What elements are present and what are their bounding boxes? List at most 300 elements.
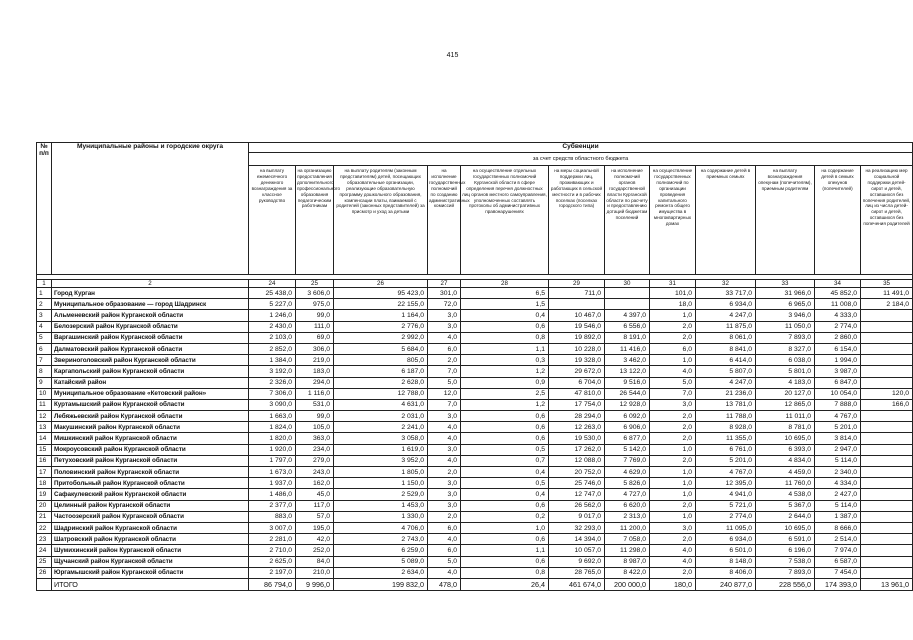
- row-value: 279,0: [296, 455, 334, 466]
- row-value: 7 769,0: [605, 455, 650, 466]
- row-value: 0,5: [461, 444, 549, 455]
- row-value: 0,4: [461, 467, 549, 478]
- row-value: 0,5: [461, 478, 549, 489]
- row-value: 5 201,0: [815, 422, 861, 433]
- row-value: 10 228,0: [549, 343, 605, 354]
- row-name: Шумихинский район Курганской области: [52, 545, 249, 556]
- total-label: ИТОГО: [52, 578, 249, 590]
- row-value: 2 776,0: [334, 321, 428, 332]
- row-value: [861, 355, 913, 366]
- row-value: 4 459,0: [756, 467, 815, 478]
- table-row: [37, 399, 913, 410]
- row-value: 3,0: [428, 444, 461, 455]
- row-value: 1,0: [650, 511, 696, 522]
- row-value: 99,0: [296, 411, 334, 422]
- row-value: [861, 522, 913, 533]
- row-value: 2 628,0: [334, 377, 428, 388]
- row-value: 26 562,0: [549, 500, 605, 511]
- row-name: Сафакулевский район Курганской области: [52, 489, 249, 500]
- row-name: Щучанский район Курганской области: [52, 556, 249, 567]
- row-value: 8 327,0: [756, 343, 815, 354]
- row-value: 1,1: [461, 343, 549, 354]
- row-number: 26: [37, 567, 52, 578]
- table-row: [37, 478, 913, 489]
- table-row: [37, 467, 913, 478]
- row-value: 26 544,0: [605, 388, 650, 399]
- row-value: [605, 288, 650, 299]
- row-value: 2 326,0: [249, 377, 296, 388]
- row-value: 0,6: [461, 433, 549, 444]
- row-value: 3,0: [428, 500, 461, 511]
- column-number: 31: [650, 280, 696, 288]
- row-value: 10 467,0: [549, 310, 605, 321]
- row-name: Макушинский район Курганской области: [52, 422, 249, 433]
- row-value: 8 191,0: [605, 332, 650, 343]
- row-value: 4 941,0: [696, 489, 756, 500]
- row-value: 1 387,0: [815, 511, 861, 522]
- row-value: 7,0: [428, 399, 461, 410]
- row-value: 4 397,0: [605, 310, 650, 321]
- row-value: [861, 411, 913, 422]
- row-value: 13 122,0: [605, 366, 650, 377]
- row-name: Частоозерский район Курганской области: [52, 511, 249, 522]
- row-value: 7 306,0: [249, 388, 296, 399]
- row-value: [861, 500, 913, 511]
- row-value: 2,0: [650, 411, 696, 422]
- row-value: 18,0: [650, 299, 696, 310]
- column-number: 2: [52, 280, 249, 288]
- row-value: 57,0: [296, 511, 334, 522]
- row-value: 2 774,0: [696, 511, 756, 522]
- row-number: 15: [37, 444, 52, 455]
- row-name: Муниципальное образование «Кетовский район»: [52, 388, 249, 399]
- row-value: 1 663,0: [249, 411, 296, 422]
- row-value: 11 491,0: [861, 288, 913, 299]
- column-number: 26: [334, 280, 428, 288]
- row-value: 33 717,0: [696, 288, 756, 299]
- row-value: 6 704,0: [549, 377, 605, 388]
- row-value: 7 058,0: [605, 534, 650, 545]
- row-value: 0,4: [461, 489, 549, 500]
- column-number: 28: [461, 280, 549, 288]
- row-value: [605, 299, 650, 310]
- row-value: [861, 422, 913, 433]
- row-value: 3,0: [650, 399, 696, 410]
- row-value: 0,6: [461, 534, 549, 545]
- row-value: 12 788,0: [334, 388, 428, 399]
- row-name: Мишкинский район Курганской области: [52, 433, 249, 444]
- row-value: 4 333,0: [815, 310, 861, 321]
- total-value: 180,0: [650, 578, 696, 590]
- column-description: на реализацию мер социальной поддержки детей-сирот и детей, оставшихся без попечения родителей, лиц из числа детей-сирот и детей, оставшихся без попечения родителей: [861, 166, 913, 275]
- row-value: 3,0: [428, 489, 461, 500]
- row-value: 99,0: [296, 310, 334, 321]
- row-value: 1 673,0: [249, 467, 296, 478]
- row-value: 1 797,0: [249, 455, 296, 466]
- total-value: 199 832,0: [334, 578, 428, 590]
- row-value: 6 196,0: [756, 545, 815, 556]
- row-value: 531,0: [296, 399, 334, 410]
- row-name: Катайский район: [52, 377, 249, 388]
- table-row: [37, 489, 913, 500]
- row-value: 6 259,0: [334, 545, 428, 556]
- column-description: на содержание детей в семьях опекунов (попечителей): [815, 166, 861, 275]
- row-value: 0,6: [461, 422, 549, 433]
- row-value: 3 007,0: [249, 522, 296, 533]
- subventions-subheader: за счет средств областного бюджета: [249, 153, 913, 166]
- row-value: 12,0: [428, 388, 461, 399]
- row-name: Варгашинский район Курганской области: [52, 332, 249, 343]
- row-value: 5 114,0: [815, 500, 861, 511]
- column-number: 32: [696, 280, 756, 288]
- row-value: 6 877,0: [605, 433, 650, 444]
- row-value: 4,0: [428, 422, 461, 433]
- row-value: 32 293,0: [549, 522, 605, 533]
- row-value: 10 054,0: [815, 388, 861, 399]
- row-value: 6 092,0: [605, 411, 650, 422]
- row-value: 7 893,0: [756, 332, 815, 343]
- row-value: 2 103,0: [249, 332, 296, 343]
- row-value: 0,6: [461, 411, 549, 422]
- table-row: [37, 556, 913, 567]
- row-number: 3: [37, 310, 52, 321]
- row-value: 12 747,0: [549, 489, 605, 500]
- row-value: 3 058,0: [334, 433, 428, 444]
- row-value: 6 414,0: [696, 355, 756, 366]
- column-description: на выплату родителям (законным представителям) детей, посещающих образовательные организации, реализующие образовательную программу дошкольного образования, компенсации платы, взимаемой с родителей (законных представителей) за присмотр и уход за детьми: [334, 166, 428, 275]
- row-value: 84,0: [296, 556, 334, 567]
- row-value: 210,0: [296, 567, 334, 578]
- row-name: Звериноголовский район Курганской области: [52, 355, 249, 366]
- row-number: 24: [37, 545, 52, 556]
- table-row: [37, 433, 913, 444]
- row-value: [861, 332, 913, 343]
- table-row: [37, 343, 913, 354]
- row-value: 4,0: [428, 433, 461, 444]
- row-number: 21: [37, 511, 52, 522]
- row-number: 2: [37, 299, 52, 310]
- row-value: 3,0: [428, 411, 461, 422]
- row-value: 3 192,0: [249, 366, 296, 377]
- row-value: 11 355,0: [696, 433, 756, 444]
- row-value: [861, 467, 913, 478]
- row-value: 301,0: [428, 288, 461, 299]
- row-number: 20: [37, 500, 52, 511]
- column-number: 29: [549, 280, 605, 288]
- column-number: 25: [296, 280, 334, 288]
- table-row: [37, 522, 913, 533]
- row-value: 3 814,0: [815, 433, 861, 444]
- row-value: 6 847,0: [815, 377, 861, 388]
- row-value: 5 114,0: [815, 455, 861, 466]
- row-name: Половинский район Курганской области: [52, 467, 249, 478]
- table-row: [37, 411, 913, 422]
- row-value: 2 427,0: [815, 489, 861, 500]
- row-value: 1,0: [650, 355, 696, 366]
- row-name: Юргамышский район Курганской области: [52, 567, 249, 578]
- row-value: 19 328,0: [549, 355, 605, 366]
- row-number: 13: [37, 422, 52, 433]
- row-value: 2 529,0: [334, 489, 428, 500]
- row-value: 12 263,0: [549, 422, 605, 433]
- row-value: 6,0: [428, 343, 461, 354]
- row-name: Лебяжьевский район Курганской области: [52, 411, 249, 422]
- row-value: 6 965,0: [756, 299, 815, 310]
- row-value: 711,0: [549, 288, 605, 299]
- row-name: Каргапольский район Курганской области: [52, 366, 249, 377]
- row-value: 1,1: [461, 545, 549, 556]
- total-value: 478,0: [428, 578, 461, 590]
- row-value: 2 743,0: [334, 534, 428, 545]
- row-value: 3 952,0: [334, 455, 428, 466]
- row-value: 4,0: [650, 556, 696, 567]
- row-value: [861, 567, 913, 578]
- row-value: [861, 478, 913, 489]
- table-row: [37, 377, 913, 388]
- row-value: 1,5: [461, 299, 549, 310]
- row-value: 1,0: [650, 467, 696, 478]
- row-value: 117,0: [296, 500, 334, 511]
- row-value: 3,0: [428, 478, 461, 489]
- row-value: 0,7: [461, 455, 549, 466]
- column-number: 34: [815, 280, 861, 288]
- row-value: 8 406,0: [696, 567, 756, 578]
- row-value: 252,0: [296, 545, 334, 556]
- row-value: [861, 444, 913, 455]
- row-value: 11 095,0: [696, 522, 756, 533]
- row-value: 975,0: [296, 299, 334, 310]
- row-value: 6 761,0: [696, 444, 756, 455]
- row-value: 8 781,0: [756, 422, 815, 433]
- row-value: [861, 511, 913, 522]
- row-value: 0,8: [461, 567, 549, 578]
- row-value: 25 746,0: [549, 478, 605, 489]
- row-value: 2 430,0: [249, 321, 296, 332]
- row-value: 4 538,0: [756, 489, 815, 500]
- row-value: 4 247,0: [696, 310, 756, 321]
- row-value: 120,0: [861, 388, 913, 399]
- row-value: 2 644,0: [756, 511, 815, 522]
- row-value: 234,0: [296, 444, 334, 455]
- table-row: [37, 545, 913, 556]
- row-value: 8 061,0: [696, 332, 756, 343]
- table-row: [37, 355, 913, 366]
- row-value: 31 966,0: [756, 288, 815, 299]
- row-value: 5,0: [428, 377, 461, 388]
- row-value: 3,0: [650, 522, 696, 533]
- row-value: 8 148,0: [696, 556, 756, 567]
- row-value: 45 852,0: [815, 288, 861, 299]
- column-number: 27: [428, 280, 461, 288]
- row-value: 183,0: [296, 366, 334, 377]
- row-value: 8 987,0: [605, 556, 650, 567]
- table-row: [37, 455, 913, 466]
- row-value: 294,0: [296, 377, 334, 388]
- row-value: 6 934,0: [696, 299, 756, 310]
- column-description: на меры социальной поддержки лиц, проживающих и работающих в сельской местности и в рабочих поселках (поселках городского типа): [549, 166, 605, 275]
- row-value: 2 852,0: [249, 343, 296, 354]
- row-value: [861, 321, 913, 332]
- row-value: 2 634,0: [334, 567, 428, 578]
- table-row: [37, 288, 913, 299]
- row-value: 7 538,0: [756, 556, 815, 567]
- row-value: 47 810,0: [549, 388, 605, 399]
- row-value: 7 454,0: [815, 567, 861, 578]
- row-name: Мокроусовский район Курганской области: [52, 444, 249, 455]
- row-value: 5 201,0: [696, 455, 756, 466]
- row-value: 166,0: [861, 399, 913, 410]
- row-value: 2 241,0: [334, 422, 428, 433]
- row-value: 7 974,0: [815, 545, 861, 556]
- row-value: 0,9: [461, 377, 549, 388]
- row-number: 23: [37, 534, 52, 545]
- row-number: 19: [37, 489, 52, 500]
- row-value: 306,0: [296, 343, 334, 354]
- row-number: 4: [37, 321, 52, 332]
- row-value: 4,0: [650, 366, 696, 377]
- column-description: на осуществление отдельных государственных полномочий Курганской области в сфере определения перечня должностных лиц органов местного самоуправления, уполномоченных составлять протоколы об административных правонарушениях: [461, 166, 549, 275]
- row-value: 4 767,0: [696, 467, 756, 478]
- row-name: Целинный район Курганской области: [52, 500, 249, 511]
- row-value: 243,0: [296, 467, 334, 478]
- row-number: 14: [37, 433, 52, 444]
- row-value: 2 031,0: [334, 411, 428, 422]
- total-value: 461 674,0: [549, 578, 605, 590]
- row-value: 11 875,0: [696, 321, 756, 332]
- row-value: 95 423,0: [334, 288, 428, 299]
- column-number: 30: [605, 280, 650, 288]
- row-value: 1 820,0: [249, 433, 296, 444]
- row-value: 4 334,0: [815, 478, 861, 489]
- row-value: 5,0: [650, 377, 696, 388]
- row-number: 10: [37, 388, 52, 399]
- row-value: 17 754,0: [549, 399, 605, 410]
- row-value: 3 462,0: [605, 355, 650, 366]
- row-number: 9: [37, 377, 52, 388]
- row-name: Притобольный район Курганской области: [52, 478, 249, 489]
- row-value: 2,0: [650, 455, 696, 466]
- row-value: 1,0: [650, 444, 696, 455]
- row-value: 12 395,0: [696, 478, 756, 489]
- row-value: 0,4: [461, 310, 549, 321]
- row-value: 45,0: [296, 489, 334, 500]
- row-value: 5 721,0: [696, 500, 756, 511]
- total-value: 174 393,0: [815, 578, 861, 590]
- total-value: 86 794,0: [249, 578, 296, 590]
- row-value: 10 695,0: [756, 522, 815, 533]
- row-value: 11 008,0: [815, 299, 861, 310]
- row-value: 4 834,0: [756, 455, 815, 466]
- row-value: 1,0: [650, 478, 696, 489]
- row-value: 2 340,0: [815, 467, 861, 478]
- row-name: Белозерский район Курганской области: [52, 321, 249, 332]
- row-value: 195,0: [296, 522, 334, 533]
- row-value: 28 765,0: [549, 567, 605, 578]
- row-value: 9 692,0: [549, 556, 605, 567]
- table-row: [37, 500, 913, 511]
- row-value: 883,0: [249, 511, 296, 522]
- row-value: 6,0: [428, 522, 461, 533]
- table-row: [37, 422, 913, 433]
- column-number: 1: [37, 280, 52, 288]
- row-value: [861, 366, 913, 377]
- row-value: 5 684,0: [334, 343, 428, 354]
- row-value: 105,0: [296, 422, 334, 433]
- column-description: на исполнение государственных полномочий по созданию административных комиссий: [428, 166, 461, 275]
- row-number: 6: [37, 343, 52, 354]
- row-value: 4 631,0: [334, 399, 428, 410]
- row-value: 5 367,0: [756, 500, 815, 511]
- row-value: 2,0: [428, 355, 461, 366]
- row-value: 11 788,0: [696, 411, 756, 422]
- row-value: 0,6: [461, 321, 549, 332]
- row-value: 4,0: [428, 534, 461, 545]
- row-value: 20 127,0: [756, 388, 815, 399]
- row-value: 8 666,0: [815, 522, 861, 533]
- row-value: 1,2: [461, 366, 549, 377]
- row-value: 6 591,0: [756, 534, 815, 545]
- row-value: 4 183,0: [756, 377, 815, 388]
- row-value: 2,0: [650, 433, 696, 444]
- row-value: 28 294,0: [549, 411, 605, 422]
- row-value: 10 695,0: [756, 433, 815, 444]
- row-value: 4,0: [428, 332, 461, 343]
- row-value: 1,0: [650, 489, 696, 500]
- row-value: 3 606,0: [296, 288, 334, 299]
- row-number: 7: [37, 355, 52, 366]
- row-value: 4 247,0: [696, 377, 756, 388]
- row-value: 3,0: [428, 310, 461, 321]
- row-value: 2,0: [650, 321, 696, 332]
- row-value: 21 236,0: [696, 388, 756, 399]
- row-value: 4,0: [428, 455, 461, 466]
- row-value: 1 486,0: [249, 489, 296, 500]
- table-row: [37, 366, 913, 377]
- row-value: 2,0: [650, 422, 696, 433]
- row-value: 3 946,0: [756, 310, 815, 321]
- row-value: 6 620,0: [605, 500, 650, 511]
- row-value: 0,3: [461, 355, 549, 366]
- column-description: на содержание детей в приемных семьях: [696, 166, 756, 275]
- row-value: 19 546,0: [549, 321, 605, 332]
- row-value: 1 246,0: [249, 310, 296, 321]
- total-blank: [37, 578, 52, 590]
- col-number-header: № п/п: [37, 143, 52, 275]
- row-number: 16: [37, 455, 52, 466]
- total-value: 9 996,0: [296, 578, 334, 590]
- row-value: 19 530,0: [549, 433, 605, 444]
- row-value: 72,0: [428, 299, 461, 310]
- row-value: 111,0: [296, 321, 334, 332]
- table-row: [37, 332, 913, 343]
- row-value: 2 197,0: [249, 567, 296, 578]
- row-value: [861, 377, 913, 388]
- row-value: 1 824,0: [249, 422, 296, 433]
- total-value: 228 556,0: [756, 578, 815, 590]
- row-value: 3 987,0: [815, 366, 861, 377]
- row-value: 2 947,0: [815, 444, 861, 455]
- row-value: 7 893,0: [756, 567, 815, 578]
- col-name-header: Муниципальные районы и городские округа: [52, 143, 249, 275]
- row-value: 5 089,0: [334, 556, 428, 567]
- row-value: 12 928,0: [605, 399, 650, 410]
- row-value: 7 888,0: [815, 399, 861, 410]
- row-value: 2 514,0: [815, 534, 861, 545]
- column-description: на организацию предоставления дополнительного профессионального образования педагогическим работникам: [296, 166, 334, 275]
- row-value: [861, 310, 913, 321]
- row-value: 363,0: [296, 433, 334, 444]
- row-value: 4 727,0: [605, 489, 650, 500]
